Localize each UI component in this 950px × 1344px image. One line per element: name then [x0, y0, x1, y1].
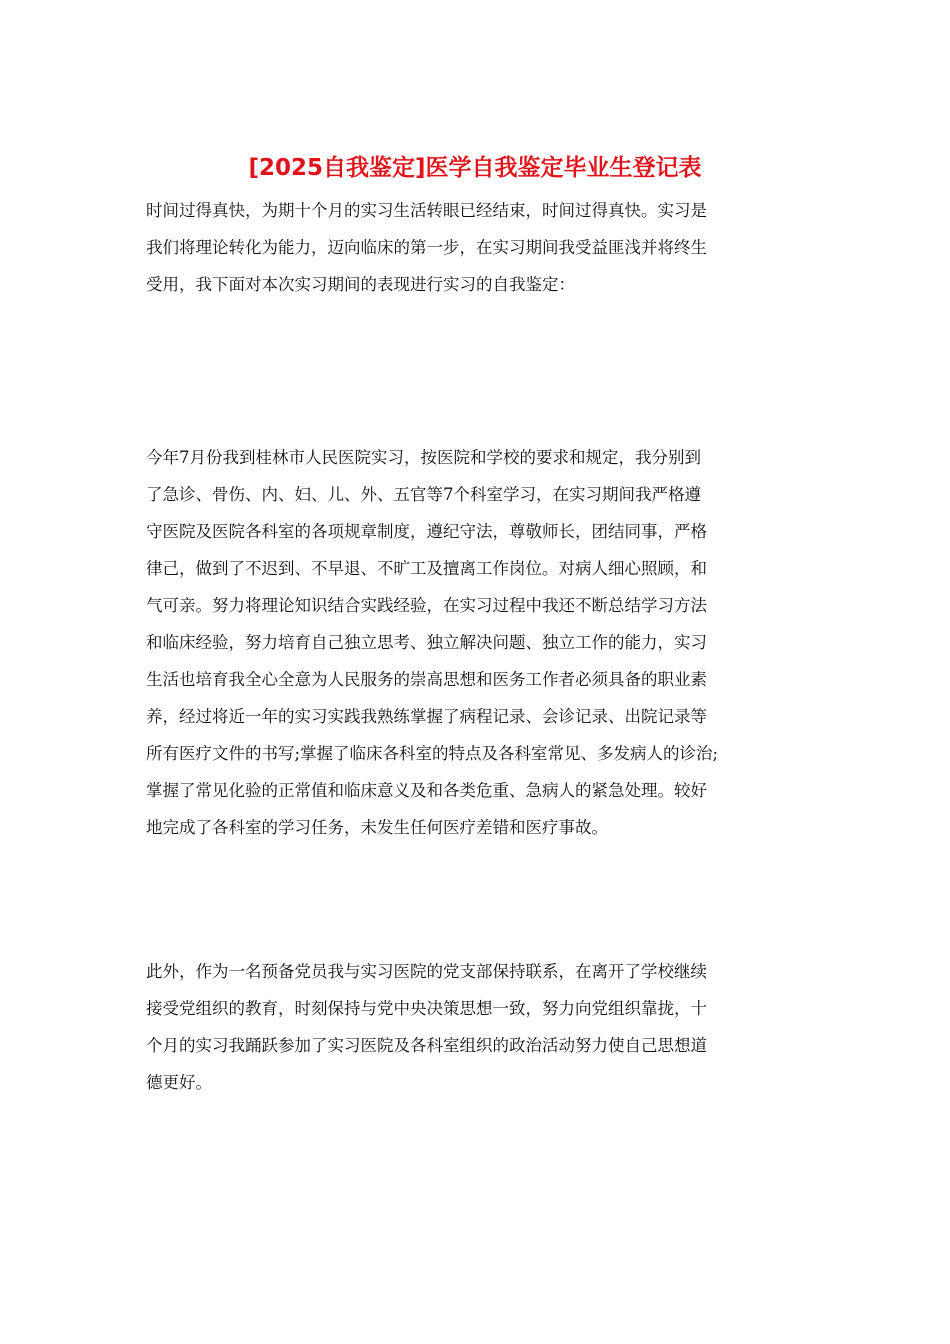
paragraph-line: 德更好。 [146, 1073, 212, 1092]
paragraph-line: 生活也培育我全心全意为人民服务的崇高思想和医务工作者必须具备的职业素 [146, 670, 707, 689]
paragraph-line: 所有医疗文件的书写;掌握了临床各科室的特点及各科室常见、多发病人的诊治; [146, 744, 719, 763]
paragraph-line: 受用，我下面对本次实习期间的表现进行实习的自我鉴定： [146, 275, 575, 294]
paragraph-line: 气可亲。努力将理论知识结合实践经验，在实习过程中我还不断总结学习方法 [146, 596, 707, 615]
document-title: [2025自我鉴定]医学自我鉴定毕业生登记表 [248, 155, 702, 181]
paragraph-line: 和临床经验，努力培育自己独立思考、独立解决问题、独立工作的能力，实习 [146, 633, 707, 652]
paragraph-line: 时间过得真快，为期十个月的实习生活转眼已经结束，时间过得真快。实习是 [146, 201, 707, 220]
paragraph-line: 地完成了各科室的学习任务，未发生任何医疗差错和医疗事故。 [146, 818, 608, 837]
paragraph-line: 了急诊、骨伤、内、妇、儿、外、五官等7个科室学习，在实习期间我严格遵 [146, 485, 701, 504]
paragraph-line: 我们将理论转化为能力，迈向临床的第一步，在实习期间我受益匪浅并将终生 [146, 238, 707, 257]
paragraph-line: 今年7月份我到桂林市人民医院实习，按医院和学校的要求和规定，我分别到 [146, 448, 701, 467]
paragraph-line: 此外，作为一名预备党员我与实习医院的党支部保持联系，在离开了学校继续 [146, 962, 707, 981]
paragraph-line: 守医院及医院各科室的各项规章制度，遵纪守法，尊敬师长，团结同事，严格 [146, 522, 707, 541]
paragraph-line: 律己，做到了不迟到、不早退、不旷工及擅离工作岗位。对病人细心照顾，和 [146, 559, 707, 578]
paragraph-internship [146, 439, 826, 846]
paragraph-line: 接受党组织的教育，时刻保持与党中央决策思想一致，努力向党组织靠拢，十 [146, 999, 707, 1018]
paragraph-party [146, 953, 826, 1101]
paragraph-line: 掌握了常见化验的正常值和临床意义及和各类危重、急病人的紧急处理。较好 [146, 781, 707, 800]
paragraph-line: 个月的实习我踊跃参加了实习医院及各科室组织的政治活动努力使自己思想道 [146, 1036, 707, 1055]
paragraph-intro [146, 192, 826, 303]
paragraph-line: 养，经过将近一年的实习实践我熟练掌握了病程记录、会诊记录、出院记录等 [146, 707, 707, 726]
